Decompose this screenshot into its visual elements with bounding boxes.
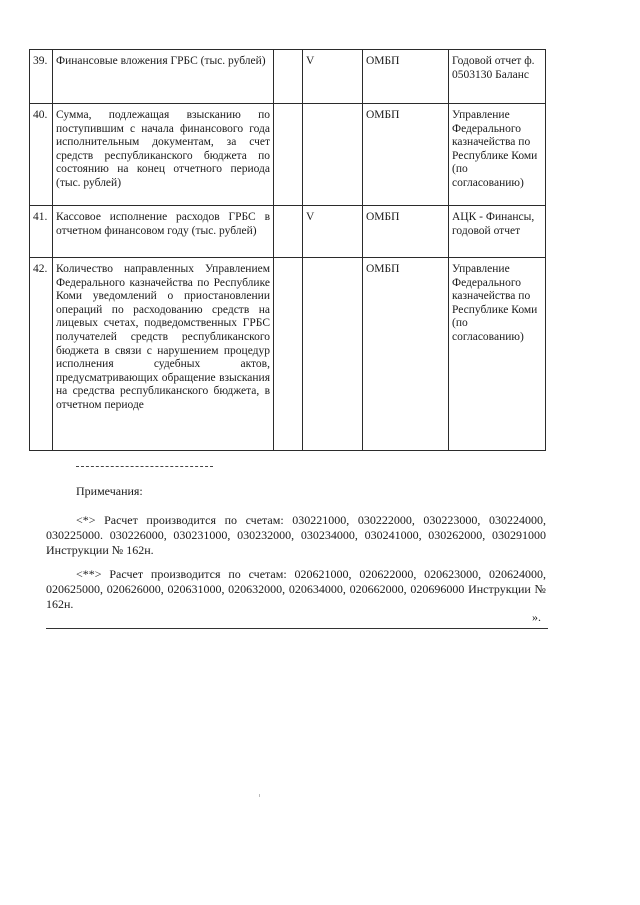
mark-cell bbox=[274, 104, 303, 206]
data-source: Годовой отчет ф. 0503130 Баланс bbox=[449, 50, 546, 104]
row-number: 41. bbox=[30, 206, 53, 258]
mark-cell bbox=[274, 258, 303, 451]
row-number: 39. bbox=[30, 50, 53, 104]
table-row bbox=[30, 206, 546, 258]
responsible-org: ОМБП bbox=[363, 50, 449, 104]
closing-quote: ». bbox=[532, 610, 541, 624]
data-source: Управление Федерального казначейства по Республике Коми (по согласованию) bbox=[449, 104, 546, 206]
note-item: <*> Расчет производится по счетам: 030221000, 030222000, 030223000, 030224000, 030225000. 030226000, 030231000, 030232000, 030234000, 030241000, 030262000, 030291000 Инструкции № 162н. bbox=[46, 513, 546, 557]
footnote-separator bbox=[76, 466, 213, 467]
table-row bbox=[30, 50, 546, 104]
indicator-description: Количество направленных Управлением Федерального казначейства по Республике Коми уведомлений о приостановлении операций по расходованию средств на лицевых счетах, подведомственных ГРБС получателей средств республиканского бюджета в связи с нарушением процедур исполнения судебных актов, предусматривающих обращение взыскания на средства республиканского бюджета, в отчетном периоде bbox=[53, 258, 274, 451]
responsible-org: ОМБП bbox=[363, 206, 449, 258]
data-source: АЦК - Финансы, годовой отчет bbox=[449, 206, 546, 258]
bottom-rule bbox=[46, 628, 548, 629]
v-mark bbox=[303, 104, 363, 206]
note-item: <**> Расчет производится по счетам: 020621000, 020622000, 020623000, 020624000, 020625000, 020626000, 020631000, 020632000, 020634000, 020662000, 020696000 Инструкции № 162н. bbox=[46, 567, 546, 611]
row-number: 40. bbox=[30, 104, 53, 206]
responsible-org: ОМБП bbox=[363, 104, 449, 206]
notes-title: Примечания: bbox=[76, 484, 143, 498]
indicator-description: Финансовые вложения ГРБС (тыс. рублей) bbox=[53, 50, 274, 104]
v-mark: V bbox=[303, 206, 363, 258]
mark-cell bbox=[274, 206, 303, 258]
scan-speck bbox=[259, 794, 260, 797]
v-mark: V bbox=[303, 50, 363, 104]
v-mark bbox=[303, 258, 363, 451]
row-number: 42. bbox=[30, 258, 53, 451]
data-source: Управление Федерального казначейства по Республике Коми (по согласованию) bbox=[449, 258, 546, 451]
indicator-description: Сумма, подлежащая взысканию по поступившим с начала финансового года исполнительным документам, за счет средств республиканского бюджета по состоянию на конец отчетного периода (тыс. рублей) bbox=[53, 104, 274, 206]
indicator-table bbox=[29, 49, 546, 451]
indicator-description: Кассовое исполнение расходов ГРБС в отчетном финансовом году (тыс. рублей) bbox=[53, 206, 274, 258]
table-row bbox=[30, 104, 546, 206]
responsible-org: ОМБП bbox=[363, 258, 449, 451]
table-row bbox=[30, 258, 546, 451]
mark-cell bbox=[274, 50, 303, 104]
